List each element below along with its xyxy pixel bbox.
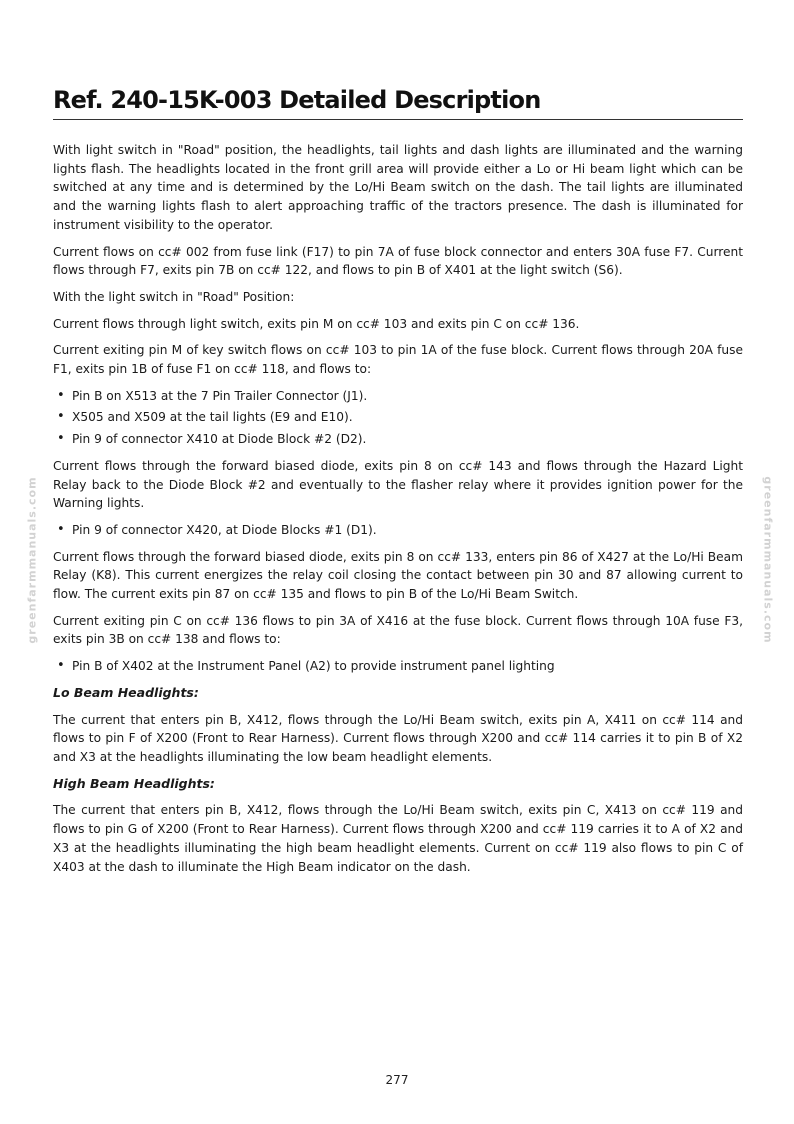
list-item-text: Pin B on X513 at the 7 Pin Trailer Connector (J1).	[72, 388, 368, 403]
paragraph-diode-relay: Current flows through the forward biased diode, exits pin 8 on cc# 133, enters pin 86 of X427 at the Lo/Hi Beam Relay (K8). This current energizes the relay coil closing the contact between pin 30 and 87 allowing current to flow. The current exits pin 87 on cc# 135 and flows to pin B of the Lo/Hi Beam Switch.	[53, 549, 743, 602]
bullet-icon: •	[57, 431, 65, 447]
paragraph-lo-beam: The current that enters pin B, X412, flows through the Lo/Hi Beam switch, exits pin A, X411 on cc# 114 and flows to pin F of X200 (Front to Rear Harness). Current flows through X200 and cc# 114 carries it to pin B of X2 and X3 at the headlights illuminating the low beam headlight elements.	[53, 712, 743, 764]
paragraph-fuse-link: Current flows on cc# 002 from fuse link (F17) to pin 7A of fuse block connector and enters 30A fuse F7. Current flows through F7, exits pin 7B on cc# 122, and flows to pin B of X401 at the light switch (S6).	[53, 244, 743, 278]
list-item	[53, 657, 743, 676]
bullet-icon: •	[57, 658, 65, 674]
list-item	[53, 521, 743, 540]
page-title: Ref. 240-15K-003 Detailed Description	[53, 86, 743, 120]
list-item-text: Pin B of X402 at the Instrument Panel (A2) to provide instrument panel lighting	[72, 659, 555, 674]
bullet-list-fuse-f3	[53, 657, 743, 676]
bullet-icon: •	[57, 387, 65, 403]
list-item-text: Pin 9 of connector X420, at Diode Blocks #1 (D1).	[72, 522, 377, 537]
paragraph-intro: With light switch in "Road" position, the headlights, tail lights and dash lights are illuminated and the warning lights flash. The headlights located in the front grill area will provide either a Lo or Hi beam light which can be switched at any time and is determined by the Lo/Hi Beam switch on the dash. The tail lights are illuminated and the warning lights flash to alert approaching traffic of the tractors presence. The dash is illuminated for instrument visibility to the operator.	[53, 143, 743, 232]
paragraph-road-position: With the light switch in "Road" Position:	[53, 289, 295, 304]
paragraph-light-switch: Current flows through light switch, exits pin M on cc# 103 and exits pin C on cc# 136.	[53, 316, 580, 331]
list-item-text: X505 and X509 at the tail lights (E9 and E10).	[72, 410, 353, 425]
description-body	[53, 141, 743, 884]
paragraph-diode-hazard: Current flows through the forward biased diode, exits pin 8 on cc# 143 and flows through the Hazard Light Relay back to the Diode Block #2 and eventually to the flasher relay where it provides ignition power for the Warning lights.	[53, 458, 743, 511]
heading-high-beam: High Beam Headlights:	[53, 775, 215, 791]
bullet-icon: •	[57, 409, 65, 425]
list-item	[53, 387, 743, 406]
watermark-right: greenfarmmanuals.com	[761, 476, 775, 644]
list-item-text: Pin 9 of connector X410 at Diode Block #2 (D2).	[72, 432, 367, 447]
paragraph-key-switch: Current exiting pin M of key switch flows on cc# 103 to pin 1A of the fuse block. Current flows through 20A fuse F1, exits pin 1B of fuse F1 on cc# 118, and flows to:	[53, 343, 743, 377]
paragraph-pin-c: Current exiting pin C on cc# 136 flows to pin 3A of X416 at the fuse block. Current flows through 10A fuse F3, exits pin 3B on cc# 138 and flows to:	[53, 613, 743, 647]
page-number: 277	[385, 1073, 409, 1087]
bullet-list-diode-block-1	[53, 521, 743, 540]
paragraph-high-beam: The current that enters pin B, X412, flows through the Lo/Hi Beam switch, exits pin C, X413 on cc# 119 and flows to pin G of X200 (Front to Rear Harness). Current flows through X200 and cc# 119 carries it to A of X2 and X3 at the headlights illuminating the high beam headlight elements. Current on cc# 119 also flows to pin C of X403 at the dash to illuminate the High Beam indicator on the dash.	[53, 803, 743, 874]
heading-lo-beam: Lo Beam Headlights:	[53, 684, 199, 700]
bullet-list-fuse-f1	[53, 387, 743, 449]
list-item	[53, 408, 743, 427]
bullet-icon: •	[57, 521, 65, 537]
watermark-left: greenfarmmanuals.com	[25, 476, 39, 644]
list-item	[53, 430, 743, 449]
